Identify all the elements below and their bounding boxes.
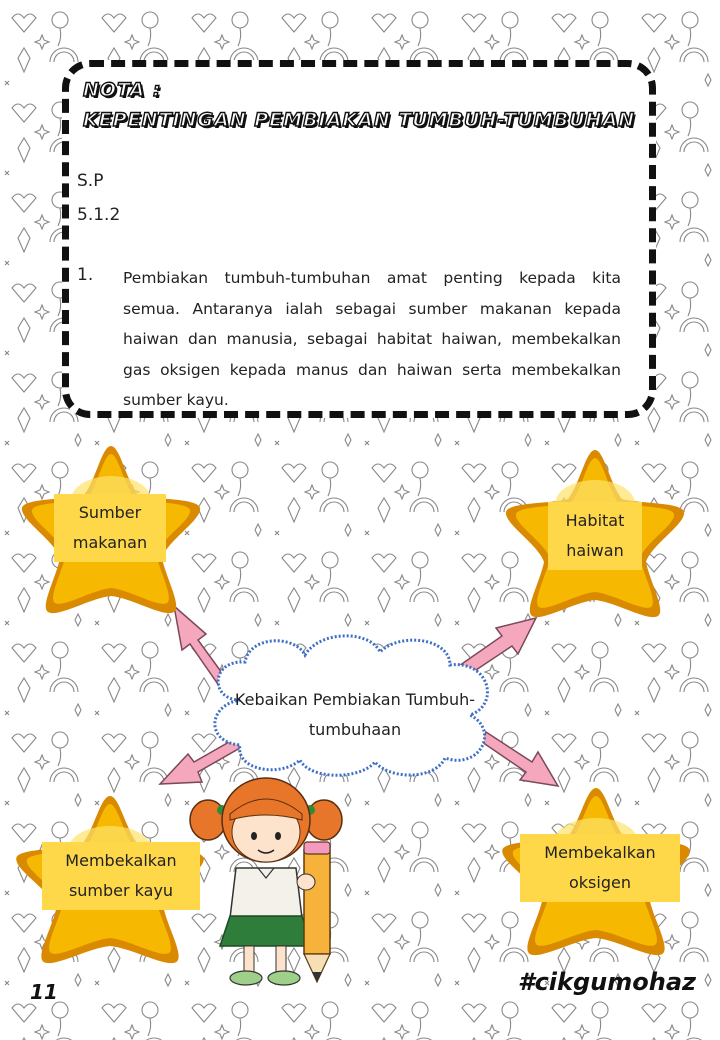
star-bottom-right <box>496 782 696 962</box>
girl-with-pencil-illustration <box>186 770 346 990</box>
center-cloud <box>200 630 510 780</box>
star-label-bottom-right: Membekalkan oksigen <box>520 834 680 902</box>
sp-label: S.P <box>77 171 104 191</box>
page-number: 11 <box>30 980 58 1004</box>
star-top-right <box>500 444 690 624</box>
center-label: Kebaikan Pembiakan Tumbuh-tumbuhaan <box>234 690 476 739</box>
star-label-top-left: Sumber makanan <box>54 494 166 562</box>
sp-code: 5.1.2 <box>77 205 121 225</box>
note-label: NOTA : <box>83 79 162 101</box>
item-text: Pembiakan tumbuh-tumbuhan amat penting kepada kita semua. Antaranya ialah sebagai sumber makanan kepada haiwan dan manusia, sebagai habitat haiwan, membekalkan gas oksigen kepada manus dan haiwan serta membekalkan sumber kayu. <box>123 269 621 409</box>
author-hashtag: #cikgumohaz <box>517 968 696 996</box>
note-box <box>62 60 656 418</box>
star-bottom-left <box>10 790 210 970</box>
note-heading: KEPENTINGAN PEMBIAKAN TUMBUH-TUMBUHAN <box>83 109 636 131</box>
star-label-top-right: Habitat haiwan <box>548 502 642 570</box>
item-number: 1. <box>77 265 94 285</box>
star-top-left <box>16 440 206 620</box>
star-label-bottom-left: Membekalkan sumber kayu <box>42 842 200 910</box>
